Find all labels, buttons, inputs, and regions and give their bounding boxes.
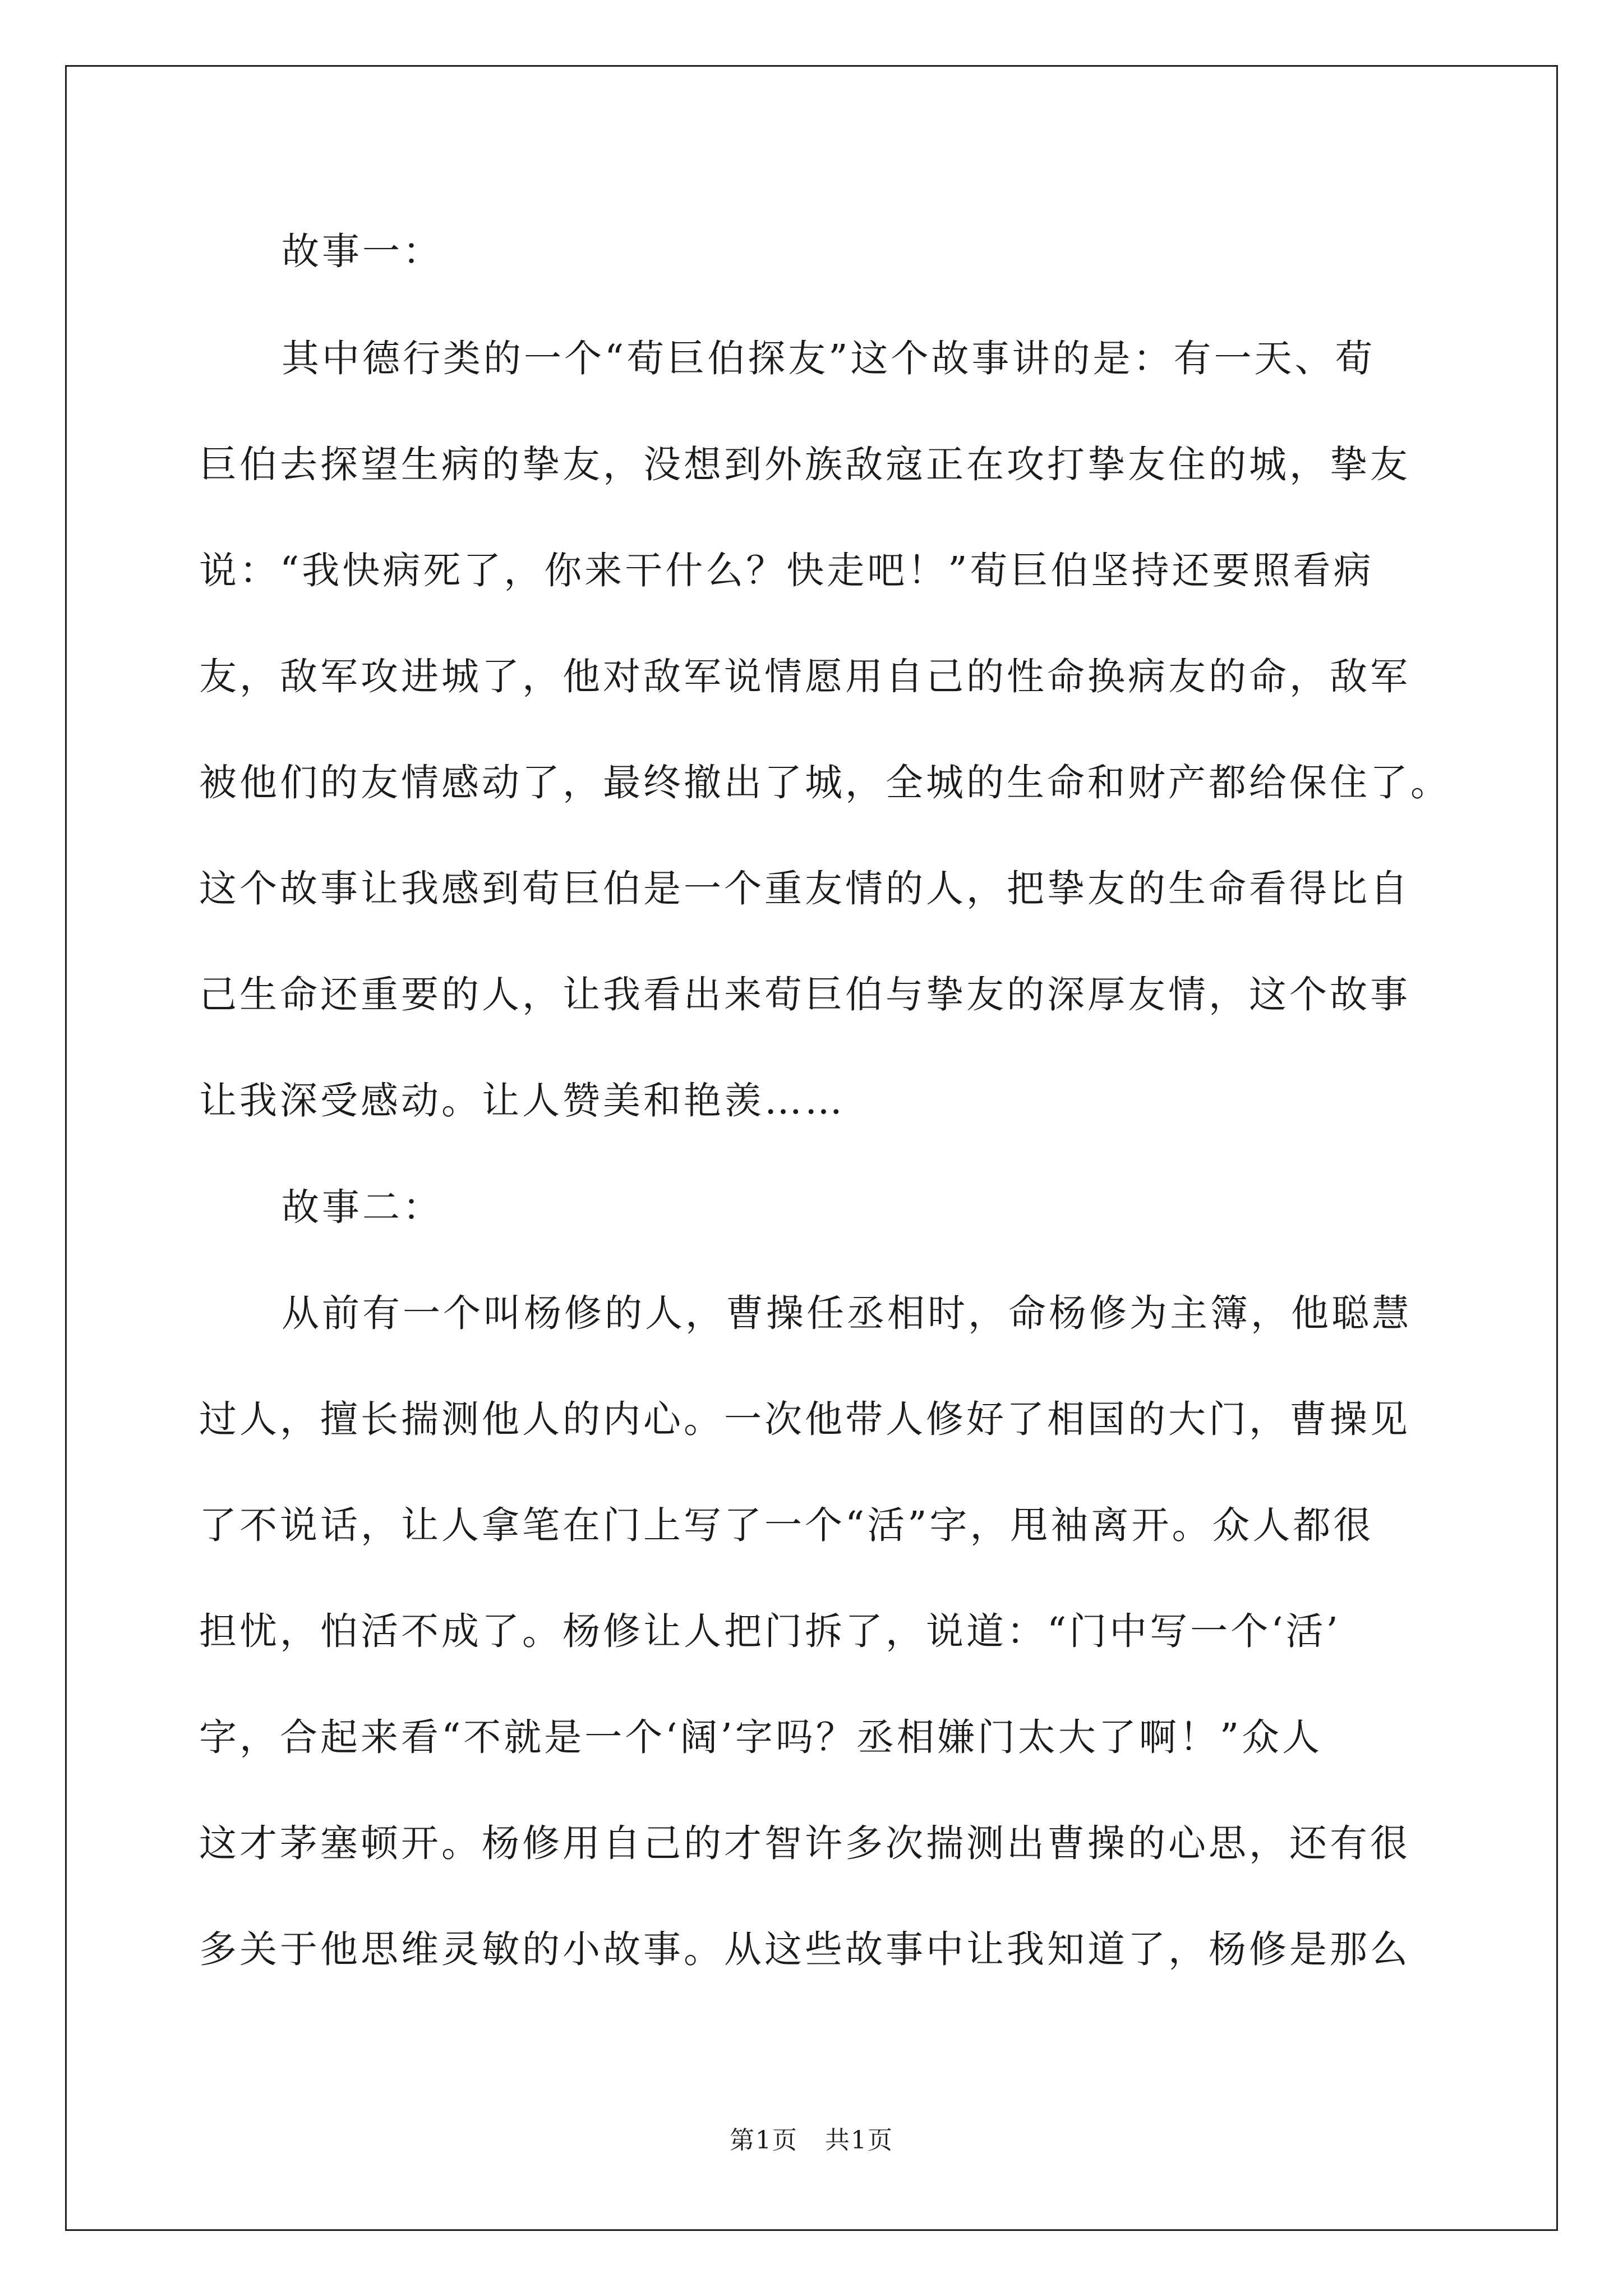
paragraph-line: 让我深受感动。让人赞美和艳羡…… bbox=[199, 1079, 845, 1122]
paragraph-line: 过人，擅长揣测他人的内心。一次他带人修好了相国的大门，曹操见 bbox=[199, 1397, 1410, 1441]
paragraph-line: 被他们的友情感动了，最终撤出了城，全城的生命和财产都给保住了。 bbox=[199, 761, 1451, 804]
paragraph-line: 担忧，怕活不成了。杨修让人把门拆了，说道：“门中写一个‘活’ bbox=[199, 1609, 1341, 1653]
page-number-current: 第1页 bbox=[730, 2126, 798, 2155]
paragraph-line: 巨伯去探望生病的挚友，没想到外族敌寇正在攻打挚友住的城，挚友 bbox=[199, 443, 1410, 486]
paragraph-line: 了不说话，让人拿笔在门上写了一个“活”字，甩袖离开。众人都很 bbox=[199, 1503, 1374, 1547]
paragraph-line: 说：“我快病死了，你来干什么？快走吧！”荀巨伯坚持还要照看病 bbox=[199, 549, 1374, 592]
paragraph-line: 这才茅塞顿开。杨修用自己的才智许多次揣测出曹操的心思，还有很 bbox=[199, 1821, 1410, 1865]
heading-story-two: 故事二： bbox=[282, 1185, 443, 1229]
paragraph-line: 己生命还重要的人，让我看出来荀巨伯与挚友的深厚友情，这个故事 bbox=[199, 973, 1410, 1016]
paragraph-line: 多关于他思维灵敏的小故事。从这些故事中让我知道了，杨修是那么 bbox=[199, 1927, 1410, 1971]
paragraph-line: 其中德行类的一个“荀巨伯探友”这个故事讲的是：有一天、荀 bbox=[282, 337, 1376, 380]
paragraph-line: 这个故事让我感到荀巨伯是一个重友情的人，把挚友的生命看得比自 bbox=[199, 867, 1410, 910]
page-footer bbox=[0, 2125, 1623, 2156]
heading-story-one: 故事一： bbox=[282, 229, 443, 273]
paragraph-line: 友，敌军攻进城了，他对敌军说情愿用自己的性命换病友的命，敌军 bbox=[199, 655, 1410, 698]
page-number-total: 共1页 bbox=[825, 2126, 893, 2155]
paragraph-line: 从前有一个叫杨修的人，曹操任丞相时，命杨修为主簿，他聪慧 bbox=[282, 1291, 1412, 1335]
page-border bbox=[65, 65, 1558, 2231]
paragraph-line: 字，合起来看“不就是一个‘阔’字吗？丞相嫌门太大了啊！”众人 bbox=[199, 1715, 1323, 1759]
